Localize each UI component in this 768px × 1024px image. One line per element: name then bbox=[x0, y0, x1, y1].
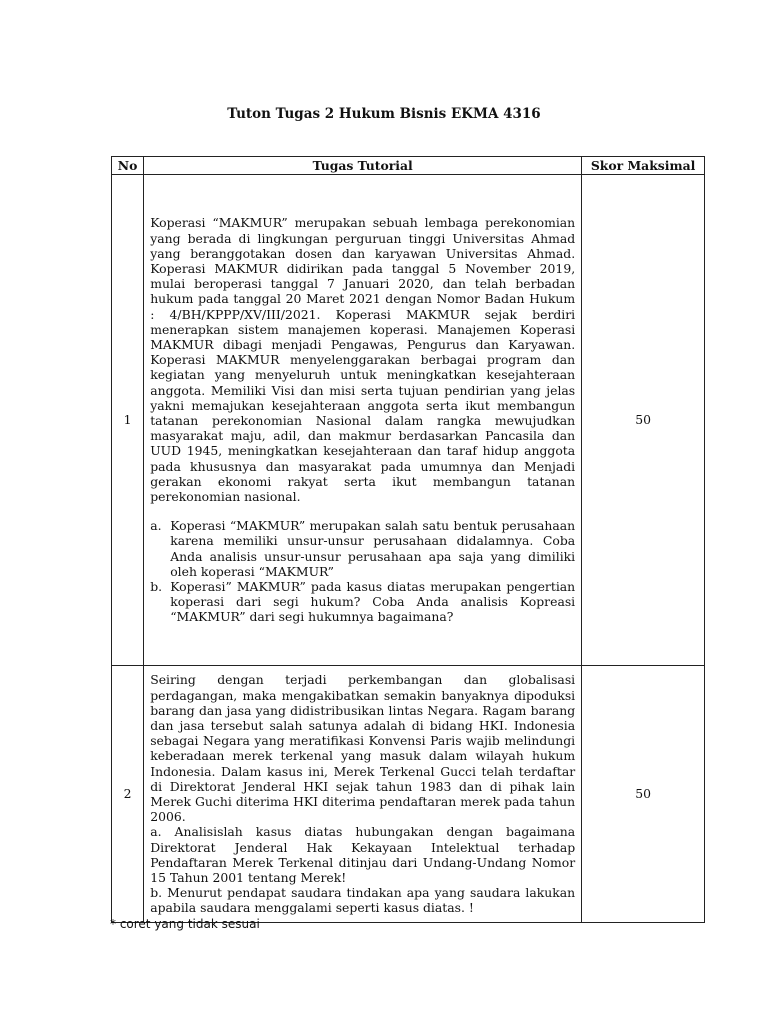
question-item bbox=[150, 579, 575, 625]
case-paragraph: Seiring dengan terjadi perkembangan dan globalisasi perdagangan, maka mengakibatkan semakin banyaknya dipoduksi barang dan jasa yang didistribusikan lintas Negara. Ragam barang dan jasa tersebut salah satunya adalah di bidang HKI. Indonesia sebagai Negara yang meratifikasi Konvensi Paris wajib melindungi keberadaan merek terkenal yang masuk dalam wilayah hukum Indonesia. Dalam kasus ini, Merek Terkenal Gucci telah terdaftar di Direktorat Jenderal HKI sejak tahun 1983 dan di pihak lain Merek Guchi diterima HKI diterima pendaftaran merek pada tahun 2006. bbox=[150, 672, 576, 825]
question-list bbox=[150, 518, 575, 624]
table-header-row bbox=[112, 157, 705, 175]
header-tugas-tutorial: Tugas Tutorial bbox=[144, 157, 582, 175]
question-a-text: a. Analisislah kasus diatas hubungakan dengan bagaimana Direktorat Jenderal Hak Kekayaan Intelektual terhadap Pendaftaran Merek Terkenal ditinjau dari Undang-Undang Nomor 15 Tahun 2001 tentang Merek! bbox=[150, 824, 576, 886]
score-cell: 50 bbox=[582, 666, 705, 923]
table-row bbox=[112, 175, 705, 666]
question-item bbox=[150, 518, 575, 579]
case-paragraph: Koperasi “MAKMUR” merupakan sebuah lembaga perekonomian yang berada di lingkungan perguruan tinggi Universitas Ahmad yang beranggotakan dosen dan karyawan Universitas Ahmad. Koperasi MAKMUR didirikan pada tanggal 5 November 2019, mulai beroperasi tanggal 7 Januari 2020, dan telah berbadan hukum pada tanggal 20 Maret 2021 dengan Nomor Badan Hukum : 4/BH/KPPP/XV/III/2021. Koperasi MAKMUR sejak berdiri menerapkan sistem manajemen koperasi. Manajemen Koperasi MAKMUR dibagi menjadi Pengawas, Pengurus dan Karyawan. Koperasi MAKMUR menyelenggarakan berbagai program dan kegiatan yang menyeluruh untuk meningkatkan kesejahteraan anggota. Memiliki Visi dan misi serta tujuan pendirian yang jelas yakni memajukan kesejahteraan anggota serta ikut membangun tatanan perekonomian Nasional dalam rangka mewujudkan masyarakat maju, adil, dan makmur berdasarkan Pancasila dan UUD 1945, meningkatkan kesejahteraan dan taraf hidup anggota pada khususnya dan masyarakat pada umumnya dan Menjadi gerakan ekonomi rakyat serta ikut membangun tatanan perekonomian nasional. bbox=[150, 215, 576, 505]
question-text: Koperasi “MAKMUR” merupakan salah satu bentuk perusahaan karena memiliki unsur-unsur perusahaan didalamnya. Coba Anda analisis unsur-unsur perusahaan apa saja yang dimiliki oleh koperasi “MAKMUR” bbox=[170, 518, 576, 579]
task-table bbox=[111, 156, 705, 923]
question-b-text: b. Menurut pendapat saudara tindakan apa yang saudara lakukan apabila saudara menggalami seperti kasus diatas. ! bbox=[150, 885, 576, 916]
header-no: No bbox=[112, 157, 144, 175]
question-text: Koperasi” MAKMUR” pada kasus diatas merupakan pengertian koperasi dari segi hukum? Coba Anda analisis Kopreasi “MAKMUR” dari segi hukumnya bagaimana? bbox=[170, 579, 576, 625]
score-cell: 50 bbox=[582, 175, 705, 666]
question-label: b. bbox=[150, 579, 163, 595]
footnote: * coret yang tidak sesuai bbox=[110, 917, 260, 931]
question-label: a. bbox=[150, 518, 162, 534]
document-title: Tuton Tugas 2 Hukum Bisnis EKMA 4316 bbox=[227, 106, 541, 122]
row-number: 1 bbox=[112, 175, 144, 666]
table-row bbox=[112, 666, 705, 923]
task-cell bbox=[144, 175, 582, 666]
header-skor-maksimal: Skor Maksimal bbox=[582, 157, 705, 175]
task-cell bbox=[144, 666, 582, 923]
row-number: 2 bbox=[112, 666, 144, 923]
